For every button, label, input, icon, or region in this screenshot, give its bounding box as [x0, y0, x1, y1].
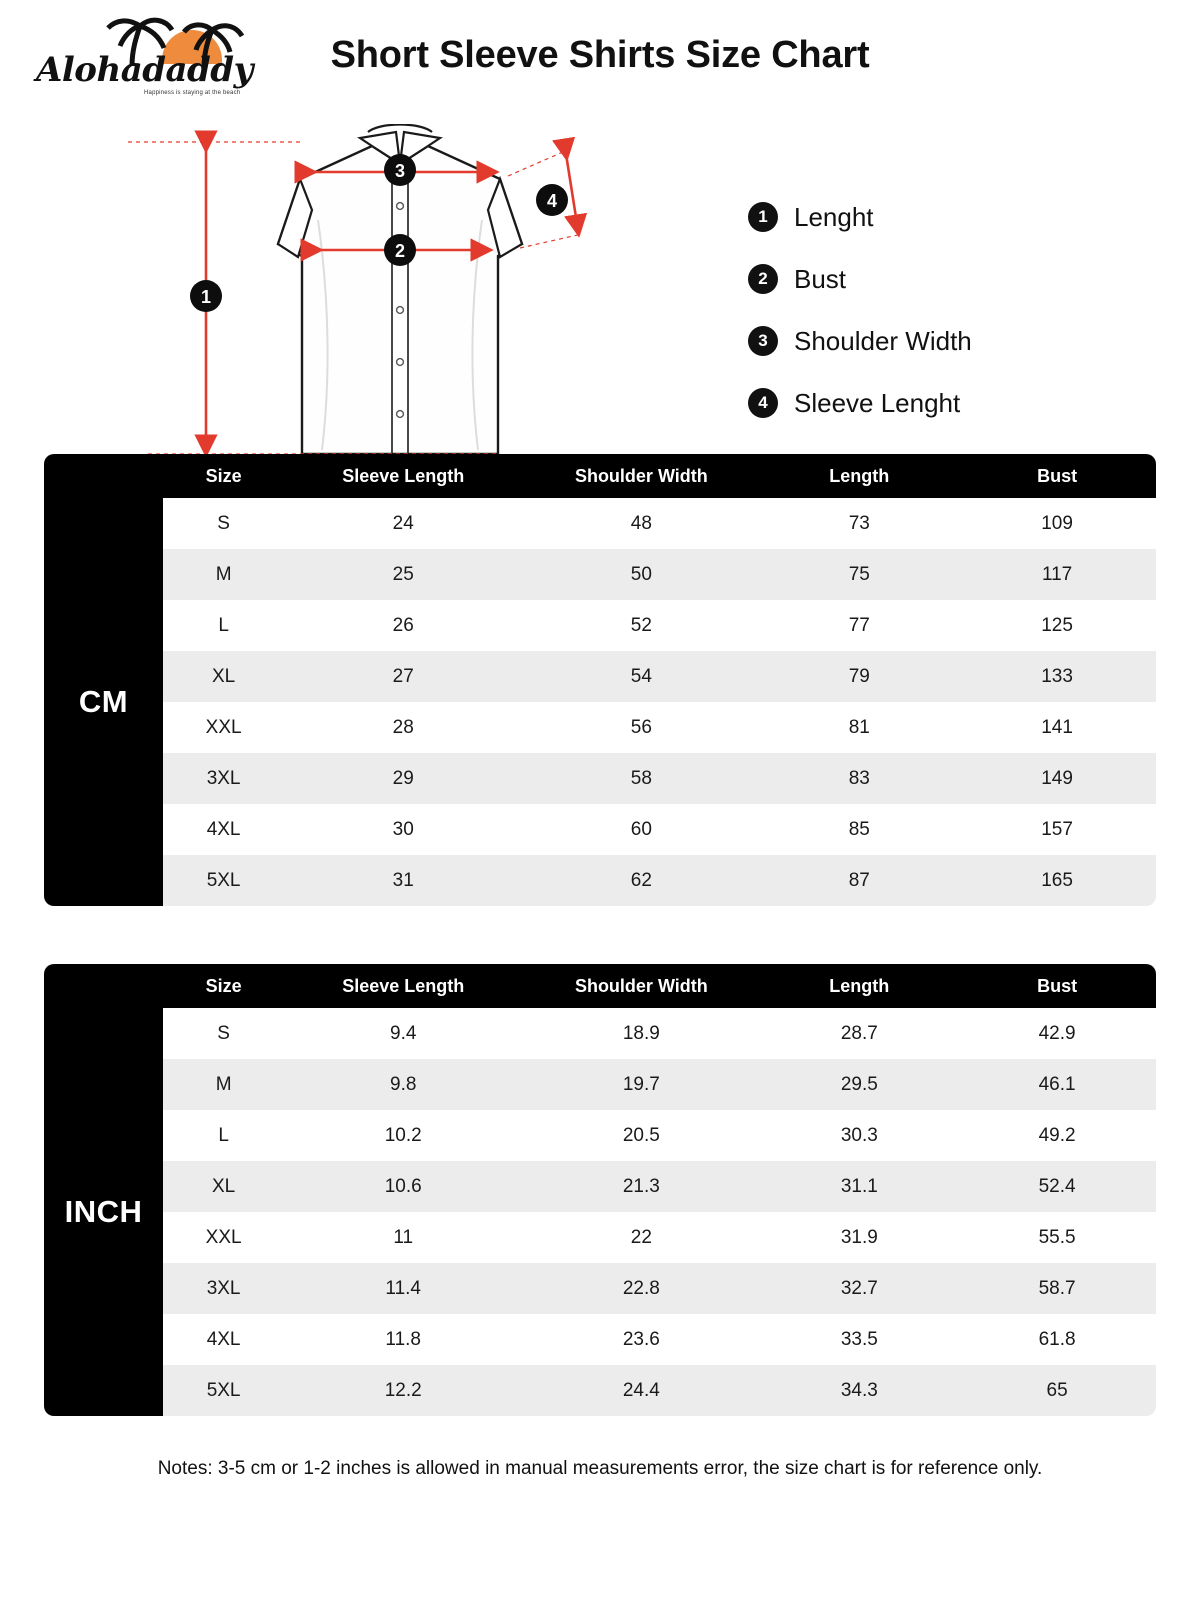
shirt-illustration — [0, 124, 1200, 454]
legend-item-length — [748, 186, 972, 248]
cell-bust: 58.7 — [958, 1263, 1156, 1314]
table-row — [44, 702, 1156, 753]
table-row — [44, 1263, 1156, 1314]
cell-shoulder: 54 — [522, 651, 760, 702]
table-header-row — [44, 454, 1156, 498]
cell-size: S — [163, 1008, 284, 1059]
table-spacer — [0, 906, 1200, 964]
cell-sleeve: 31 — [284, 855, 522, 906]
notes-text: Notes: 3-5 cm or 1-2 inches is allowed in manual measurements error, the size chart is for reference only. — [157, 1458, 1043, 1479]
cell-size: 5XL — [163, 1365, 284, 1416]
cell-length: 85 — [760, 804, 958, 855]
cell-size: 3XL — [163, 753, 284, 804]
cell-shoulder: 22 — [522, 1212, 760, 1263]
cell-sleeve: 30 — [284, 804, 522, 855]
unit-label-inch: INCH — [44, 1008, 163, 1416]
brand-tagline: Happiness is staying at the beach — [144, 90, 241, 96]
cell-length: 77 — [760, 600, 958, 651]
cell-shoulder: 24.4 — [522, 1365, 760, 1416]
cell-bust: 149 — [958, 753, 1156, 804]
table-row — [44, 1110, 1156, 1161]
cell-length: 28.7 — [760, 1008, 958, 1059]
cell-shoulder: 22.8 — [522, 1263, 760, 1314]
unit-header-cm — [44, 454, 163, 498]
cell-bust: 141 — [958, 702, 1156, 753]
table-row — [44, 1365, 1156, 1416]
cell-size: XXL — [163, 702, 284, 753]
svg-text:2: 2 — [394, 241, 406, 261]
cell-shoulder: 50 — [522, 549, 760, 600]
cell-bust: 133 — [958, 651, 1156, 702]
inch-table-wrapper — [44, 964, 1156, 1416]
cell-size: 4XL — [163, 804, 284, 855]
legend-label-2: Bust — [794, 263, 847, 294]
cell-bust: 157 — [958, 804, 1156, 855]
cell-size: S — [163, 498, 284, 549]
cell-shoulder: 60 — [522, 804, 760, 855]
cell-sleeve: 28 — [284, 702, 522, 753]
svg-text:1: 1 — [200, 287, 212, 307]
cell-shoulder: 62 — [522, 855, 760, 906]
cell-size: 5XL — [163, 855, 284, 906]
cell-bust: 42.9 — [958, 1008, 1156, 1059]
cell-bust: 165 — [958, 855, 1156, 906]
cell-sleeve: 29 — [284, 753, 522, 804]
cell-sleeve: 10.6 — [284, 1161, 522, 1212]
svg-text:4: 4 — [546, 191, 558, 211]
legend-badge-2: 2 — [748, 264, 778, 294]
cell-bust: 109 — [958, 498, 1156, 549]
cell-sleeve: 24 — [284, 498, 522, 549]
cell-bust: 117 — [958, 549, 1156, 600]
table-row — [44, 1059, 1156, 1110]
legend-item-bust — [748, 248, 972, 310]
cell-size: M — [163, 1059, 284, 1110]
measurement-diagram — [0, 124, 1200, 454]
cell-length: 31.1 — [760, 1161, 958, 1212]
col-header-length: Length — [760, 964, 958, 1008]
cell-sleeve: 26 — [284, 600, 522, 651]
cell-size: XL — [163, 651, 284, 702]
col-header-shoulder-width: Shoulder Width — [522, 964, 760, 1008]
cell-size: L — [163, 1110, 284, 1161]
legend-item-shoulder-width — [748, 310, 972, 372]
legend-badge-4: 4 — [748, 388, 778, 418]
cell-shoulder: 52 — [522, 600, 760, 651]
table-row — [44, 1008, 1156, 1059]
table-row — [44, 753, 1156, 804]
cell-shoulder: 58 — [522, 753, 760, 804]
cell-length: 29.5 — [760, 1059, 958, 1110]
cell-length: 83 — [760, 753, 958, 804]
measurement-legend — [748, 186, 972, 434]
cell-sleeve: 11.4 — [284, 1263, 522, 1314]
table-row — [44, 804, 1156, 855]
cell-length: 31.9 — [760, 1212, 958, 1263]
cell-bust: 52.4 — [958, 1161, 1156, 1212]
unit-label-cm: CM — [44, 498, 163, 906]
cell-bust: 65 — [958, 1365, 1156, 1416]
col-header-bust: Bust — [958, 964, 1156, 1008]
cell-length: 30.3 — [760, 1110, 958, 1161]
cell-size: XL — [163, 1161, 284, 1212]
cell-length: 73 — [760, 498, 958, 549]
cell-length: 81 — [760, 702, 958, 753]
legend-badge-3: 3 — [748, 326, 778, 356]
cell-sleeve: 9.4 — [284, 1008, 522, 1059]
cell-bust: 46.1 — [958, 1059, 1156, 1110]
legend-label-4: Sleeve Lenght — [794, 387, 961, 418]
cell-length: 75 — [760, 549, 958, 600]
col-header-sleeve-length: Sleeve Length — [284, 454, 522, 498]
cell-bust: 125 — [958, 600, 1156, 651]
table-row — [44, 498, 1156, 549]
col-header-bust: Bust — [958, 454, 1156, 498]
cell-sleeve: 12.2 — [284, 1365, 522, 1416]
page-header — [0, 0, 1200, 120]
cell-length: 34.3 — [760, 1365, 958, 1416]
cell-size: 4XL — [163, 1314, 284, 1365]
col-header-sleeve-length: Sleeve Length — [284, 964, 522, 1008]
cell-shoulder: 19.7 — [522, 1059, 760, 1110]
col-header-size: Size — [163, 454, 284, 498]
table-row — [44, 651, 1156, 702]
brand-wordmark: Alohadaddy — [36, 50, 253, 90]
cell-size: XXL — [163, 1212, 284, 1263]
table-row — [44, 855, 1156, 906]
legend-label-1: Lenght — [794, 201, 874, 232]
legend-item-sleeve-length — [748, 372, 972, 434]
legend-label-3: Shoulder Width — [794, 325, 972, 356]
col-header-length: Length — [760, 454, 958, 498]
cell-shoulder: 18.9 — [522, 1008, 760, 1059]
cell-size: 3XL — [163, 1263, 284, 1314]
size-table-cm — [44, 454, 1156, 906]
col-header-shoulder-width: Shoulder Width — [522, 454, 760, 498]
cell-sleeve: 25 — [284, 549, 522, 600]
cm-table-wrapper — [44, 454, 1156, 906]
cell-sleeve: 10.2 — [284, 1110, 522, 1161]
cell-shoulder: 48 — [522, 498, 760, 549]
cell-shoulder: 23.6 — [522, 1314, 760, 1365]
cell-sleeve: 9.8 — [284, 1059, 522, 1110]
size-table-inch — [44, 964, 1156, 1416]
cell-bust: 55.5 — [958, 1212, 1156, 1263]
cell-bust: 61.8 — [958, 1314, 1156, 1365]
cell-shoulder: 20.5 — [522, 1110, 760, 1161]
unit-header-inch — [44, 964, 163, 1008]
col-header-size: Size — [163, 964, 284, 1008]
table-row — [44, 1161, 1156, 1212]
cell-size: L — [163, 600, 284, 651]
cell-shoulder: 56 — [522, 702, 760, 753]
cell-length: 33.5 — [760, 1314, 958, 1365]
page-title: Short Sleeve Shirts Size Chart — [330, 34, 870, 76]
cell-size: M — [163, 549, 284, 600]
table-row — [44, 600, 1156, 651]
cell-shoulder: 21.3 — [522, 1161, 760, 1212]
cell-sleeve: 11.8 — [284, 1314, 522, 1365]
table-row — [44, 1314, 1156, 1365]
cell-length: 87 — [760, 855, 958, 906]
cell-length: 32.7 — [760, 1263, 958, 1314]
cell-length: 79 — [760, 651, 958, 702]
table-row — [44, 1212, 1156, 1263]
svg-text:3: 3 — [394, 161, 406, 181]
cell-sleeve: 27 — [284, 651, 522, 702]
table-header-row — [44, 964, 1156, 1008]
legend-badge-1: 1 — [748, 202, 778, 232]
cell-sleeve: 11 — [284, 1212, 522, 1263]
table-row — [44, 549, 1156, 600]
cell-bust: 49.2 — [958, 1110, 1156, 1161]
